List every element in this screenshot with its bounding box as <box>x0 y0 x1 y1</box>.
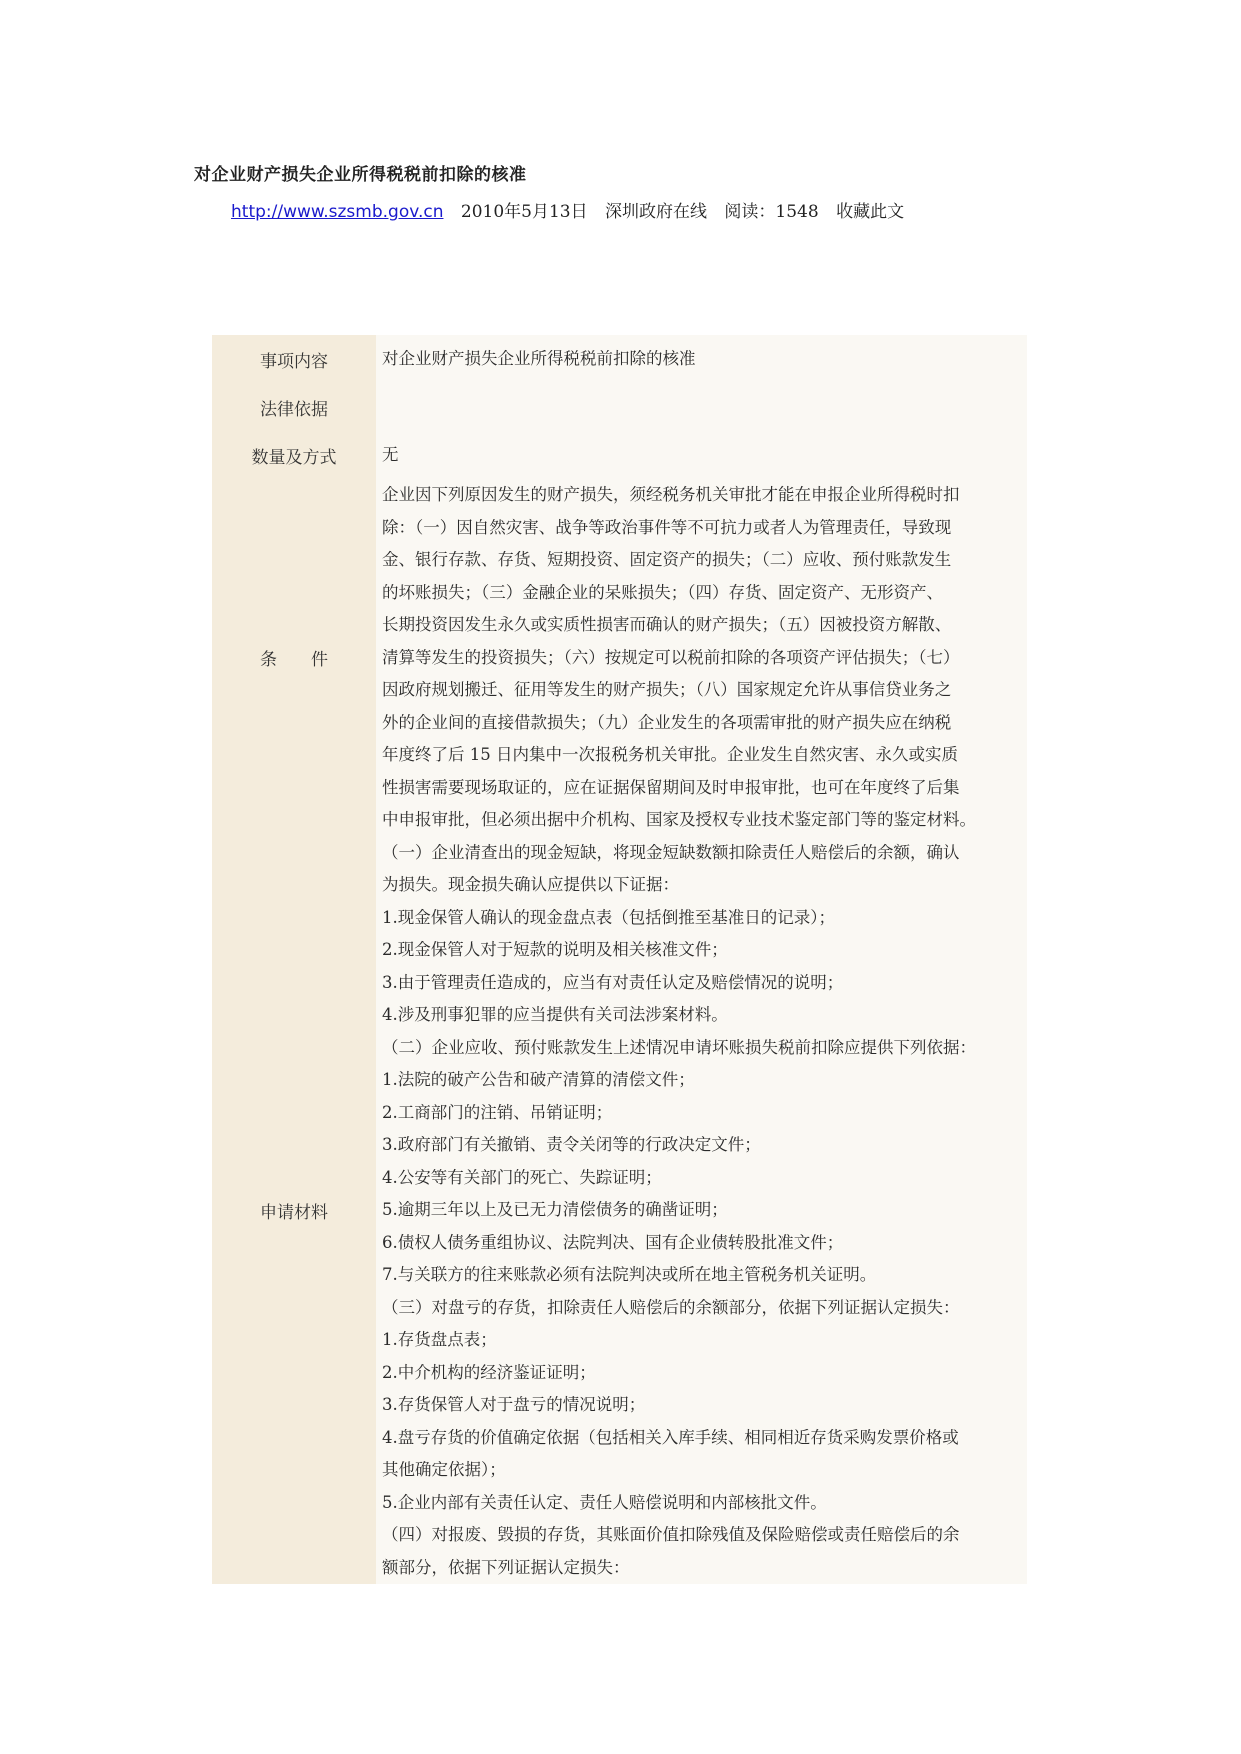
text-line: 外的企业间的直接借款损失；（九）企业发生的各项需审批的财产损失应在纳税 <box>382 712 952 732</box>
page-title: 对企业财产损失企业所得税税前扣除的核准 <box>194 165 527 185</box>
text-line: 3.由于管理责任造成的，应当有对责任认定及赔偿情况的说明； <box>382 972 844 992</box>
text-line: 6.债权人债务重组协议、法院判决、国有企业债转股批准文件； <box>382 1232 844 1252</box>
text-line: 3.政府部门有关撤销、责令关闭等的行政决定文件； <box>382 1135 761 1154</box>
row-value: 对企业财产损失企业所得税税前扣除的核准 <box>376 335 1027 383</box>
text-line: （四）对报废、毁损的存货，其账面价值扣除残值及保险赔偿或责任赔偿后的余 <box>382 1525 960 1544</box>
text-line: 5.企业内部有关责任认定、责任人赔偿说明和内部核批文件。 <box>382 1492 827 1512</box>
text-line: 长期投资因发生永久或实质性损害而确认的财产损失；（五）因被投资方解散、 <box>382 615 952 634</box>
text-line: 为损失。现金损失确认应提供以下证据： <box>382 875 679 894</box>
favorite-link[interactable]: 收藏此文 <box>836 202 905 222</box>
text-line: 企业因下列原因发生的财产损失，须经税务机关审批才能在申报企业所得税时扣 <box>382 485 960 504</box>
materials-text <box>376 837 1027 1585</box>
text-line: 的坏账损失；（三）金融企业的呆账损失；（四）存货、固定资产、无形资产、 <box>382 582 943 602</box>
text-line: 其他确定依据）； <box>382 1460 506 1479</box>
text-line: （三）对盘亏的存货，扣除责任人赔偿后的余额部分，依据下列证据认定损失： <box>382 1297 960 1317</box>
text-line: 4.盘亏存货的价值确定依据（包括相关入库手续、相同相近存货采购发票价格或 <box>382 1427 959 1447</box>
text-line: 性损害需要现场取证的，应在证据保留期间及时申报审批，也可在年度终了后集 <box>382 777 960 797</box>
text-line: 4.公安等有关部门的死亡、失踪证明； <box>382 1167 662 1187</box>
text-line: 2.现金保管人对于短款的说明及相关核准文件； <box>382 940 728 959</box>
table-row <box>212 383 1027 431</box>
text-line: 2.中介机构的经济鉴证证明； <box>382 1362 596 1382</box>
table-row <box>212 431 1027 479</box>
conditions-text <box>376 479 1027 837</box>
text-line: 5.逾期三年以上及已无力清偿债务的确凿证明； <box>382 1200 728 1219</box>
text-line: 金、银行存款、存货、短期投资、固定资产的损失；（二）应收、预付账款发生 <box>382 550 952 569</box>
row-label: 事项内容 <box>212 335 376 383</box>
source-link[interactable]: http://www.szsmb.gov.cn <box>231 202 444 222</box>
text-line: 额部分，依据下列证据认定损失： <box>382 1557 630 1577</box>
text-line: 1.法院的破产公告和破产清算的清偿文件； <box>382 1070 695 1089</box>
row-value: 无 <box>376 431 1027 479</box>
row-label: 条 件 <box>212 479 376 837</box>
row-value <box>376 383 1027 431</box>
text-line: 7.与关联方的往来账款必须有法院判决或所在地主管税务机关证明。 <box>382 1265 877 1284</box>
text-line: （一）企业清查出的现金短缺，将现金短缺数额扣除责任人赔偿后的余额，确认 <box>382 842 960 862</box>
text-line: 年度终了后 15 日内集中一次报税务机关审批。企业发生自然灾害、永久或实质 <box>382 745 958 764</box>
text-line: 清算等发生的投资损失；（六）按规定可以税前扣除的各项资产评估损失；（七） <box>382 647 960 667</box>
row-label: 法律依据 <box>212 383 376 431</box>
article-meta <box>231 197 904 222</box>
text-line: 1.存货盘点表； <box>382 1330 497 1349</box>
row-label: 申请材料 <box>212 837 376 1585</box>
read-count: 阅读：1548 <box>724 202 819 222</box>
text-line: 2.工商部门的注销、吊销证明； <box>382 1102 613 1122</box>
text-line: 中申报审批，但必须出据中介机构、国家及授权专业技术鉴定部门等的鉴定材料。 <box>382 810 976 829</box>
table-row <box>212 479 1027 837</box>
text-line: （二）企业应收、预付账款发生上述情况申请坏账损失税前扣除应提供下列依据： <box>382 1037 976 1057</box>
info-table <box>212 335 1027 1584</box>
text-line: 因政府规划搬迁、征用等发生的财产损失；（八）国家规定允许从事信贷业务之 <box>382 680 952 699</box>
text-line: 3.存货保管人对于盘亏的情况说明； <box>382 1395 646 1414</box>
table-row <box>212 335 1027 383</box>
table-row <box>212 837 1027 1585</box>
text-line: 除：（一）因自然灾害、战争等政治事件等不可抗力或者人为管理责任，导致现 <box>382 517 952 537</box>
text-line: 4.涉及刑事犯罪的应当提供有关司法涉案材料。 <box>382 1005 728 1024</box>
publish-date: 2010年5月13日 <box>460 202 588 222</box>
row-label: 数量及方式 <box>212 431 376 479</box>
source-name: 深圳政府在线 <box>605 202 708 222</box>
text-line: 1.现金保管人确认的现金盘点表（包括倒推至基准日的记录）； <box>382 907 835 927</box>
